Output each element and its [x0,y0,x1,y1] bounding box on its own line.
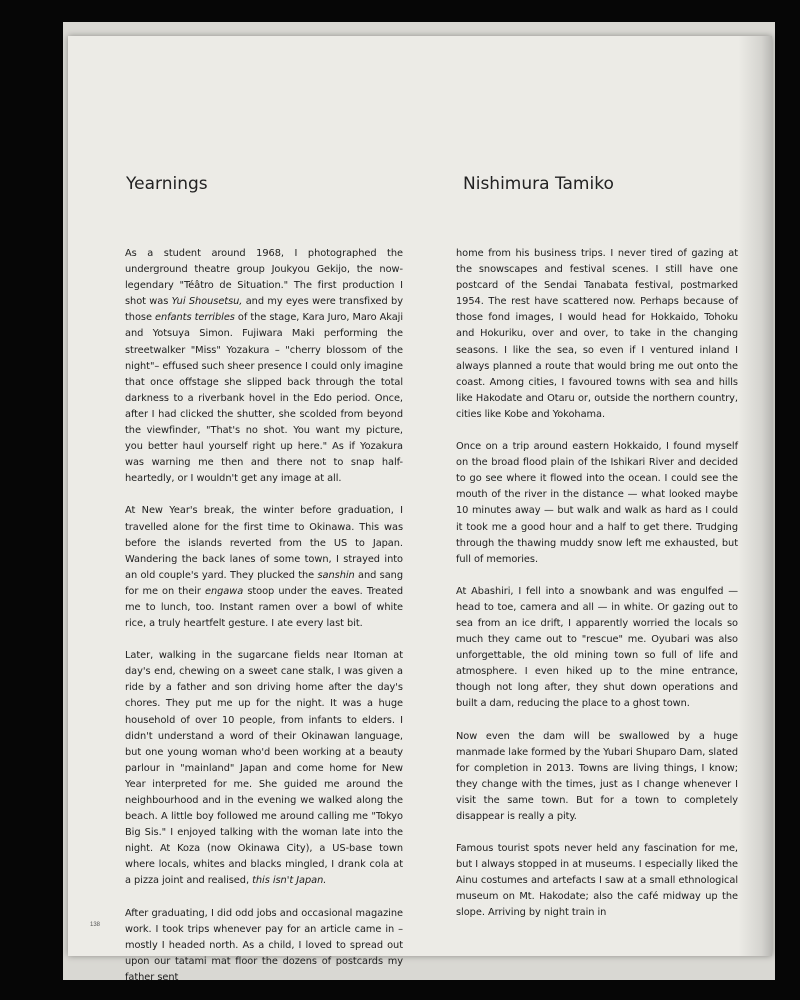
paragraph: Later, walking in the sugarcane fields near Itoman at day's end, chewing on a sweet cane stalk, I was given a ride by a father and son driving home after the day's chores. They put me up for the night. It was a huge household of over 10 people, from infants to elders. I didn't understand a word of their Okinawan language, but one young woman who'd been working at a beauty parlour in "mainland" Japan and come home for New Year interpreted for me. She guided me around the neighbourhood and in the evening we walked along the beach. A little boy followed me around calling me "Tokyo Big Sis." I enjoyed talking with the woman late into the night. At Koza (now Okinawa City), a US-base town where locals, whites and blacks mingled, I drank cola at a pizza joint and realised, this isn't Japan. [125,650,403,887]
book-page [68,36,772,983]
paragraph: As a student around 1968, I photographed the underground theatre group Joukyou Gekijo, the now-legendary "Téâtro de Situation." The first production I shot was Yui Shousetsu, and my eyes were transfixed by those enfants terribles of the stage, Kara Juro, Maro Akaji and Yotsuya Simon. Fujiwara Maki performing the streetwalker "Miss" Yozakura – "cherry blossom of the night"– effused such sheer presence I could only imagine that once offstage she slipped back through the total darkness to a riverbank hovel in the Edo period. Once, after I had clicked the shutter, she scolded from beyond the viewfinder, "That's no shot. You want my picture, you better haul yourself right up here." As if Yozakura was warning me then and there not to snap half-heartedly, or I wouldn't get any image at all. [125,248,403,485]
paragraph: Now even the dam will be swallowed by a huge manmade lake formed by the Yubari Shuparo Dam, slated for completion in 2013. Towns are living things, I know; they change with the times, just as I change whenever I visit the same town. But for a town to completely disappear is really a pity. [456,730,738,822]
left-column [125,246,403,986]
paragraph: After graduating, I did odd jobs and occasional magazine work. I took trips whenever pay for an article came in – mostly I headed north. As a child, I loved to spread out upon our tatami mat floor the dozens of postcards my father sent [125,907,403,983]
paragraph: home from his business trips. I never tired of gazing at the snowscapes and festival scenes. I still have one postcard of the Sendai Tanabata festival, postmarked 1954. The rest have scattered now. Perhaps because of those fond images, I would head for Hokkaido, Tohoku and Hokuriku, over and over, to take in the changing seasons. I like the sea, so even if I ventured inland I always planned a route that would bring me out onto the coast. Among cities, I favoured towns with sea and hills like Hakodate and Otaru or, outside the northern country, cities like Kobe and Yokohama. [456,248,738,420]
right-column [456,246,738,922]
paragraph: At New Year's break, the winter before graduation, I travelled alone for the first time to Okinawa. This was before the islands reverted from the US to Japan. Wandering the back lanes of some town, I strayed into an old couple's yard. They plucked the sanshin and sang for me on their engawa stoop under the eaves. Treated me to lunch, too. Instant ramen over a bowl of white rice, a truly heartfelt gesture. I ate every last bit. [125,505,404,630]
paragraph: At Abashiri, I fell into a snowbank and was engulfed — head to toe, camera and all — in white. Or gazing out to sea from an ice drift, I apparently worried the locals so much they came out to "rescue" me. Oyubari was also unforgettable, the old mining town so full of life and atmosphere. I even hiked up to the mine entrance, though not long after, they shut down operations and built a dam, reducing the place to a ghost town. [456,585,738,710]
paragraph: Famous tourist spots never held any fascination for me, but I always stopped in at museums. I especially liked the Ainu costumes and artefacts I saw at a small ethnological museum on Mt. Hakodate; also the café midway up the slope. Arriving by night train in [456,843,738,919]
spine-shadow [738,36,772,956]
author-name: Nishimura Tamiko [463,174,614,194]
page-number: 138 [90,922,101,928]
article-title: Yearnings [126,174,208,194]
paragraph: Once on a trip around eastern Hokkaido, I found myself on the broad flood plain of the Ishikari River and decided to go see where it flowed into the ocean. I could see the mouth of the river in the distance — what looked maybe 10 minutes away — but walk and walk as hard as I could it took me a good hour and a half to get there. Trudging through the thawing muddy snow left me exhausted, but full of memories. [456,441,738,565]
